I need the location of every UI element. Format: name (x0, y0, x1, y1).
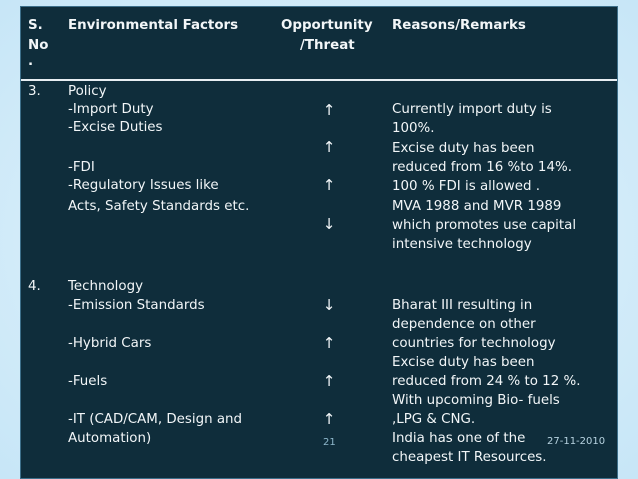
row-3-reason-6: which promotes use capital (392, 218, 577, 233)
row-3-arrow-2: ↑ (322, 176, 336, 194)
row-3-factor-6: Acts, Safety Standards etc. (68, 199, 250, 214)
header-opportunity-1: Opportunity (281, 18, 373, 33)
row-4-reason-6: ,LPG & CNG. (392, 412, 476, 427)
row-3-reason-1: 100%. (392, 121, 435, 136)
row-4-reason-4: reduced from 24 % to 12 %. (392, 374, 581, 389)
row-3-factor-0: Policy (68, 84, 107, 99)
row-4-reason-5: With upcoming Bio- fuels (392, 393, 560, 408)
header-reasons: Reasons/Remarks (392, 18, 526, 33)
header-sno-2: No (28, 38, 49, 53)
row-3-reason-0: Currently import duty is (392, 102, 552, 117)
page-number: 21 (323, 437, 336, 448)
row-4-arrow-3: ↑ (322, 410, 336, 428)
row-4-reason-1: dependence on other (392, 317, 536, 332)
row-4-reason-3: Excise duty has been (392, 355, 535, 370)
row-3-reason-3: reduced from 16 %to 14%. (392, 160, 572, 175)
row-4-arrow-2: ↑ (322, 372, 336, 390)
row-4-factor-0: Technology (68, 279, 144, 294)
row-3-arrow-3: ↓ (322, 215, 336, 233)
row-4-reason-0: Bharat III resulting in (392, 298, 533, 313)
row-3-factor-1: -Import Duty (68, 102, 154, 117)
row-separator (21, 269, 617, 270)
row-4-factor-3: -Hybrid Cars (68, 336, 152, 351)
row-3-arrow-0: ↑ (322, 101, 336, 119)
row-4-reason-7: India has one of the (392, 431, 526, 446)
row-3-reason-4: 100 % FDI is allowed . (392, 179, 541, 194)
row-4-reason-8: cheapest IT Resources. (392, 450, 547, 465)
header-sno-1: S. (28, 18, 43, 33)
slide-date: 27-11-2010 (547, 436, 606, 447)
row-4-arrow-0: ↓ (322, 296, 336, 314)
row-3-factor-4: -FDI (68, 160, 95, 175)
row-4-factor-8: Automation) (68, 431, 152, 446)
row-3-reason-7: intensive technology (392, 237, 532, 252)
row-3-arrow-1: ↑ (322, 138, 336, 156)
row-4-factor-1: -Emission Standards (68, 298, 205, 313)
row-3-reason-5: MVA 1988 and MVR 1989 (392, 199, 562, 214)
row-4-factor-5: -Fuels (68, 374, 108, 389)
row-3-sno: 3. (28, 84, 41, 99)
row-4-sno: 4. (28, 279, 41, 294)
factors-table (20, 6, 618, 479)
header-opportunity-2: /Threat (300, 38, 355, 53)
row-3-factor-5: -Regulatory Issues like (68, 178, 219, 193)
row-3-factor-2: -Excise Duties (68, 120, 163, 135)
row-4-factor-7: -IT (CAD/CAM, Design and (68, 412, 243, 427)
row-4-reason-2: countries for technology (392, 336, 556, 351)
row-4-arrow-1: ↑ (322, 334, 336, 352)
header-factors: Environmental Factors (68, 18, 239, 33)
header-sno-3: . (28, 54, 34, 69)
row-3-reason-2: Excise duty has been (392, 141, 535, 156)
